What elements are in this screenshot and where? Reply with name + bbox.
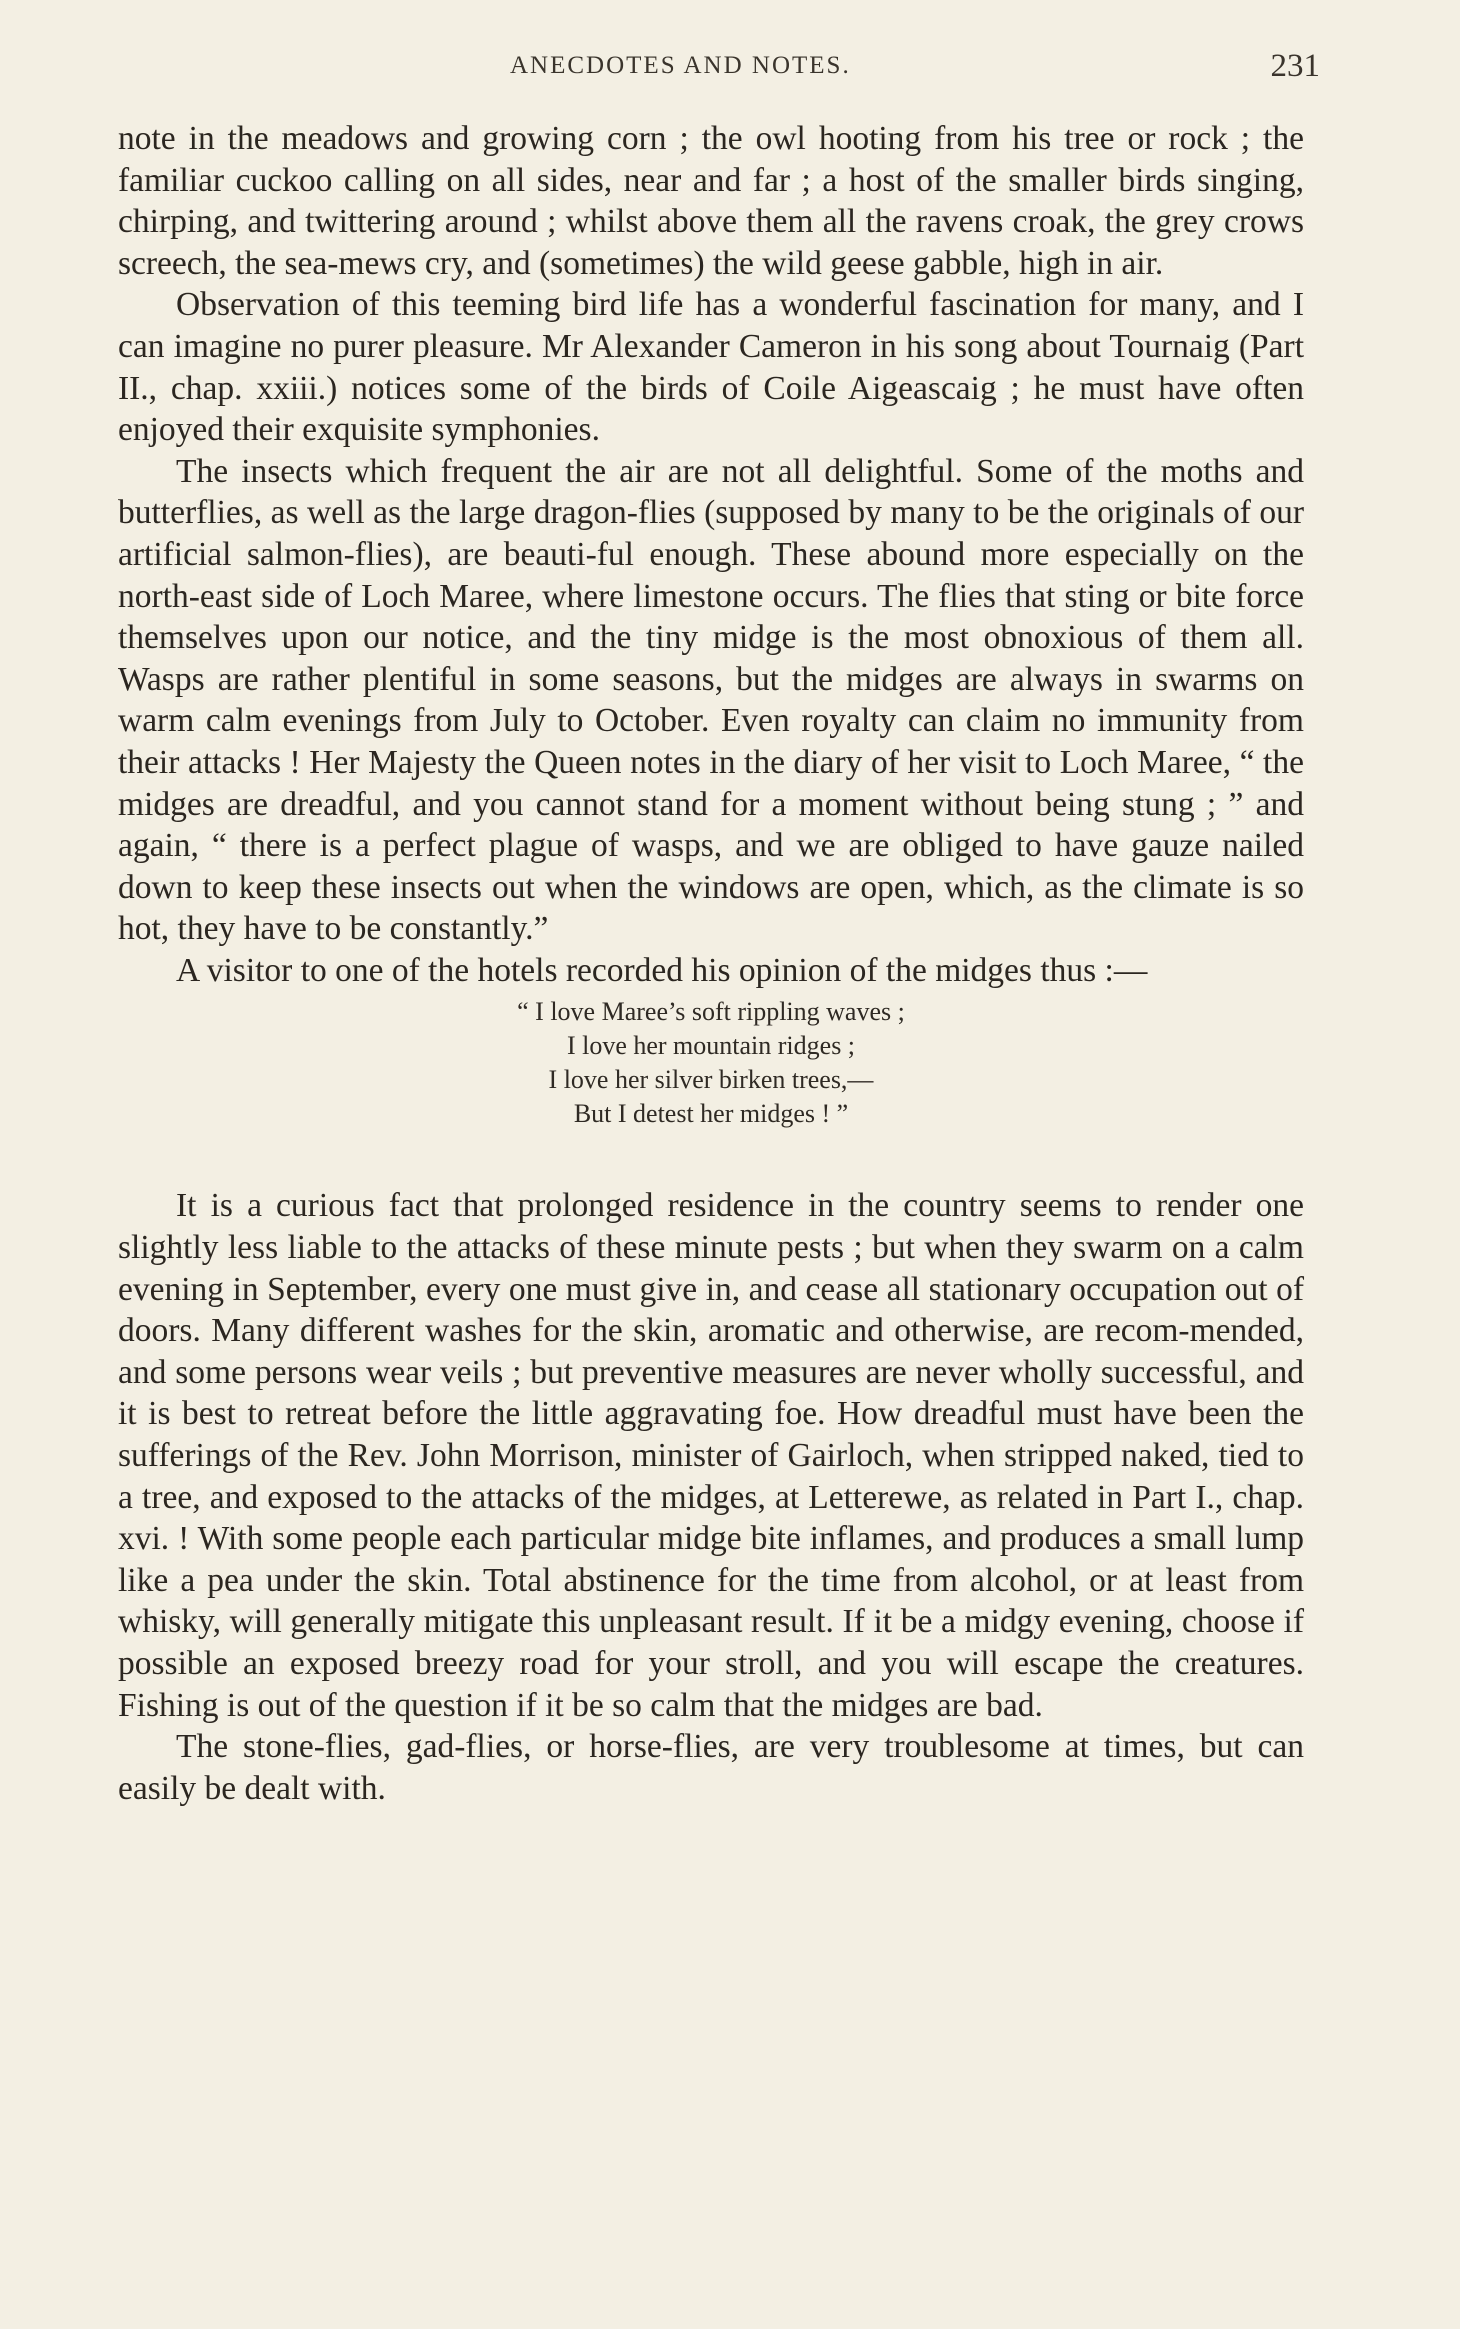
verse-line: “ I love Maree’s soft rippling waves ; <box>517 997 905 1027</box>
verse-line: I love her silver birken trees,— <box>548 1065 874 1095</box>
running-title: ANECDOTES AND NOTES. <box>510 52 851 79</box>
verse-spacer <box>118 1131 1304 1185</box>
paragraph: Observation of this teeming bird life has a wonderful fascination for many, and I can imagine no purer pleasure. Mr Alexander Cameron in his song about Tournaig (Part II., chap. xxiii.) notices some of the birds of Coile Aigeascaig ; he must have often enjoyed their exquisite symphonies. <box>118 286 1304 449</box>
verse-quote <box>118 995 1304 1131</box>
page-number: 231 <box>1270 48 1320 84</box>
verse-line: I love her mountain ridges ; <box>566 1031 856 1061</box>
running-head <box>110 48 1320 88</box>
paragraph: A visitor to one of the hotels recorded his opinion of the midges thus :— <box>176 951 1148 989</box>
paragraph-continued: note in the meadows and growing corn ; the owl hooting from his tree or rock ; the familiar cuckoo calling on all sides, near and far ; a host of the smaller birds singing, chirping, and twittering around ; whilst above them all the ravens croak, the grey crows screech, the sea-mews cry, and (sometimes) the wild geese gabble, high in air. <box>118 120 1304 282</box>
verse-line: But I detest her midges ! ” <box>573 1099 849 1129</box>
body-text <box>118 118 1304 1809</box>
paragraph: It is a curious fact that prolonged residence in the country seems to render one slightly less liable to the attacks of these minute pests ; but when they swarm on a calm evening in September, every one must give in, and cease all stationary occupation out of doors. Many different washes for the skin, aromatic and otherwise, are recom-mended, and some persons wear veils ; but preventive measures are never wholly successful, and it is best to retreat before the little aggravating foe. How dreadful must have been the sufferings of the Rev. John Morrison, minister of Gairloch, when stripped naked, tied to a tree, and exposed to the attacks of the midges, at Letterewe, as related in Part I., chap. xvi. ! With some people each particular midge bite inflames, and produces a small lump like a pea under the skin. Total abstinence for the time from alcohol, or at least from whisky, will generally mitigate this unpleasant result. If it be a midgy evening, choose if possible an exposed breezy road for your stroll, and you will escape the creatures. Fishing is out of the question if it be so calm that the midges are bad. <box>118 1187 1304 1724</box>
paragraph: The stone-flies, gad-flies, or horse-flies, are very troublesome at times, but can easily be dealt with. <box>118 1728 1304 1807</box>
paragraph: The insects which frequent the air are not all delightful. Some of the moths and butterflies, as well as the large dragon-flies (supposed by many to be the originals of our artificial salmon-flies), are beauti-ful enough. These abound more especially on the north-east side of Loch Maree, where limestone occurs. The flies that sting or bite force themselves upon our notice, and the tiny midge is the most obnoxious of them all. Wasps are rather plentiful in some seasons, but the midges are always in swarms on warm calm evenings from July to October. Even royalty can claim no immunity from their attacks ! Her Majesty the Queen notes in the diary of her visit to Loch Maree, “ the midges are dreadful, and you cannot stand for a moment without being stung ; ” and again, “ there is a perfect plague of wasps, and we are obliged to have gauze nailed down to keep these insects out when the windows are open, which, as the climate is so hot, they have to be constantly.” <box>118 452 1304 948</box>
